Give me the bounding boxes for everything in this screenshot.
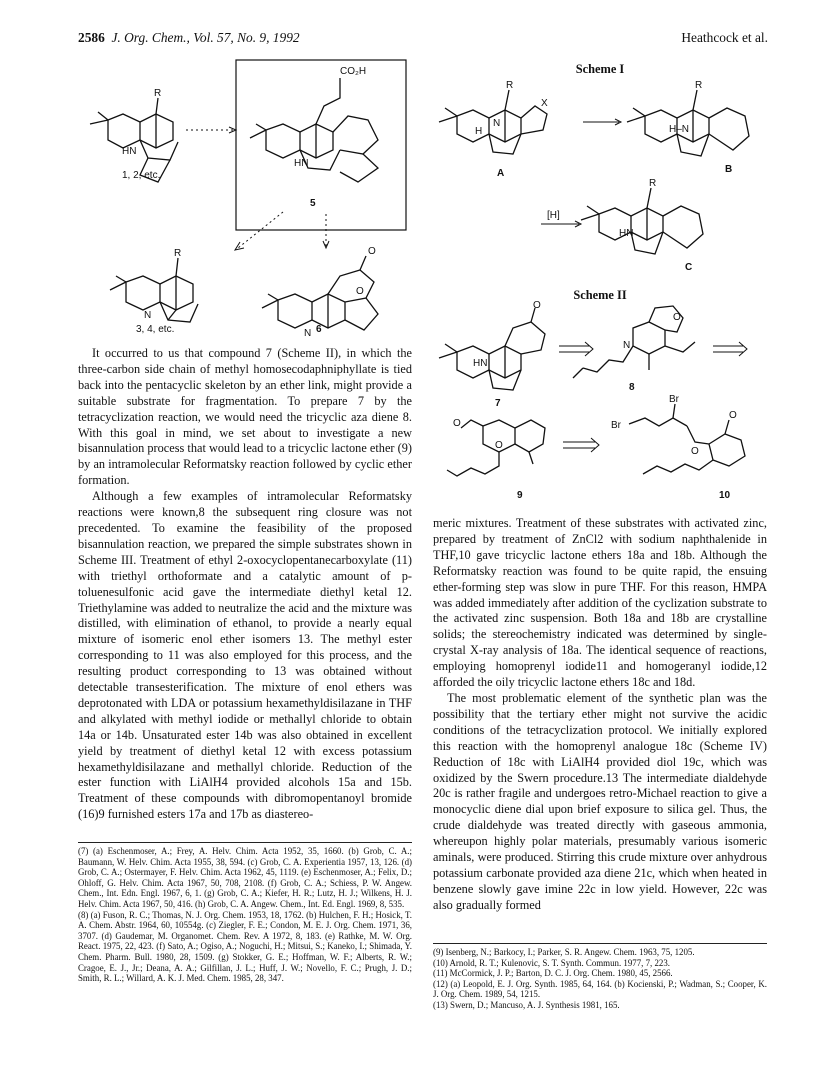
label-compound-9: 9 bbox=[517, 490, 523, 501]
label-r-3: R bbox=[174, 248, 182, 259]
right-footnote-rule bbox=[433, 943, 767, 944]
left-footnote-rule bbox=[78, 842, 412, 843]
figure-skeletons bbox=[78, 50, 412, 340]
label-hn-C: HN bbox=[619, 228, 634, 239]
label-n-A: N bbox=[493, 118, 501, 129]
footnote-12: (12) (a) Leopold, E. J. Org. Synth. 1985, 64, 164. (b) Kocienski, P.; Wadman, S.; Cooper, K. J. Org. Chem. 1989, 54, 1215. bbox=[433, 978, 767, 1000]
label-o-6a: O bbox=[368, 246, 376, 257]
label-compound-6: 6 bbox=[316, 324, 322, 335]
label-B: B bbox=[725, 164, 733, 175]
right-paragraph-1: meric mixtures. Treatment of these substrates with activated zinc, prepared by treatment of ZnCl2 with sodium naphthalenide in THF,10 gave tricyclic lactone ethers 18a and 18b. Although the Reformatsky reaction was found to be quite rapid, the ensuing ether-forming step was slow in pure THF. For this reason, HMPA was added immediately after addition of the cyclization substrate to the activated zinc suspension. Both 18a and 18b are crystalline solids; the stereochemistry indicated was determined by single-crystal X-ray analysis of 18a. The identical sequence of reactions, employing homoprenyl iodide11 and homogeranyl iodide,12 afforded the oily tricyclic lactone ethers 18c and 18d. bbox=[433, 516, 767, 690]
header-authors: Heathcock et al. bbox=[681, 30, 768, 45]
structure-compound-5 bbox=[250, 78, 378, 182]
label-compound-7: 7 bbox=[495, 398, 501, 409]
scheme-1-title: Scheme I bbox=[575, 62, 625, 76]
structure-compound-3 bbox=[110, 258, 198, 322]
left-paragraph-2: Although a few examples of intramolecular Reformatsky reactions were known,8 the subsequent ring closure was not precedented. To examine the feasibility of the proposed bisannulation reaction, we prepared the simple substrates shown in Scheme III. Treatment of ethyl 2-oxocyclopentanecarboxylate (11) with triethyl orthoformate and a catalytic amount of p-toluenesulfonic acid gave the intermediate diethyl ketal 12. Triethylamine was added to neutralize the acid and the mixture was distilled, with elimination of ethanol, to provide a nearly equal mixture of isomeric enol ether isomers 13. The methyl ester corresponding to 11 was also employed for this process, and the resulting product corresponding to 13 was obtained without detectable transesterification. The mixture of enol ethers was deprotonated with LDA or potassium hexamethyldisilazane in THF and alkylated with methyl iodide or methallyl chloride to obtain 14a or 14b. Unsaturated ester 14b was also obtained in excellent yield by treatment of diethyl ketal 12 with excess potassium hexamethyldisilazane and methallyl chloride. Reduction of the ester function with LiAlH4 provided alcohols 15a and 15b. Treatment of these compounds with dibromopentanoyl bromide (16)9 furnished esters 17a and 17b as diastereo- bbox=[78, 489, 412, 822]
label-reducing-agent: [H] bbox=[547, 210, 560, 221]
structure-compound-10 bbox=[629, 404, 745, 474]
label-o-10a: O bbox=[729, 410, 737, 421]
label-hn-1: HN bbox=[122, 146, 137, 157]
scheme-2-title: Scheme II bbox=[573, 288, 627, 302]
label-r-A: R bbox=[506, 80, 514, 91]
right-footnotes bbox=[433, 947, 767, 1011]
scheme-1-diagram bbox=[433, 76, 767, 276]
header-left bbox=[78, 30, 300, 46]
label-o-7: O bbox=[533, 300, 541, 311]
label-hn-7: HN bbox=[473, 358, 488, 369]
structure-compound-7 bbox=[439, 308, 545, 390]
footnote-13: (13) Swern, D.; Mancuso, A. J. Synthesis 1981, 165. bbox=[433, 999, 620, 1010]
label-compound-10: 10 bbox=[719, 490, 731, 501]
right-paragraph-2: The most problematic element of the synthetic plan was the possibility that the tertiary ether might not survive the acidic conditions of the tetracyclization protocol. We initially explored this reaction with the homoprenyl analogue 18c (Scheme IV) Reduction of 18c with LiAlH4 provided diol 19c, which was oxidized by the Swern procedure.13 The intermediate dialdehyde 20c is rather fragile and undergoes retro-Michael reaction to give a monocyclic diene dial upon brief exposure to silica gel. Thus, the crude dialdehyde was treated directly with gaseous ammonia, whereupon highly polar materials, presumably various isomeric aminals, were produced. Stirring this crude mixture over anhydrous potassium carbonate provided aza diene 21c, which when heated in benzene slowly gave imine 22c in low yield. However, 22c was also gradually formed bbox=[433, 690, 767, 912]
footnote-7: (7) (a) Eschenmoser, A.; Frey, A. Helv. Chim. Acta 1952, 35, 1660. (b) Grob, C. A.; Baumann, W. Helv. Chim. Acta 1955, 38, 594. (c) Grob, C. A. Experientia 1957, 13, 126. (d) Grob, C. A.; Ostermayer, F. Helv. Chim. Acta 1962, 45, 1119. (e) Eschenmoser, A.; Felix, D.; Ohloff, G. Helv. Chim. Acta 1967, 50, 708, 2108. (f) Grob, C. A.; Schiess, P. W. Angew. Chem., Int. Edn. Engl. 1967, 6, 1. (g) Grob, C. A.; Kiefer, H. R.; Lutz, H. J.; Wilkens, H. J. Helv. Chim. Acta 1967, 50, 416. (h) Grob, C. A. Angew. Chem., Int. Ed. Engl. 1969, 8, 535. bbox=[78, 846, 412, 909]
label-r-C: R bbox=[649, 178, 657, 189]
label-co2h: CO₂H bbox=[340, 66, 367, 77]
label-n-6: N bbox=[304, 328, 312, 339]
label-n-8: N bbox=[623, 340, 631, 351]
label-n-3: N bbox=[144, 310, 152, 321]
page-number: 2586 bbox=[78, 30, 105, 45]
label-compound-3-4: 3, 4, etc. bbox=[136, 324, 175, 335]
label-h-A: H bbox=[475, 126, 483, 137]
structure-B bbox=[627, 90, 749, 156]
running-header bbox=[78, 30, 768, 50]
label-o-9b: O bbox=[495, 440, 503, 451]
journal-name: J. Org. Chem., bbox=[111, 30, 190, 45]
box-compound-5 bbox=[236, 60, 406, 230]
label-compound-1-2: 1, 2, etc. bbox=[122, 170, 161, 181]
footnote-9: (9) Isenberg, N.; Barkocy, I.; Parker, S. R. Angew. Chem. 1963, 75, 1205. bbox=[433, 947, 695, 957]
label-r-1: R bbox=[154, 88, 162, 99]
label-C: C bbox=[685, 262, 693, 273]
label-hn-B: H–N bbox=[669, 124, 690, 135]
journal-volume: Vol. 57, No. 9, 1992 bbox=[193, 30, 300, 45]
left-footnotes bbox=[78, 846, 412, 984]
label-br-10b: Br bbox=[669, 394, 679, 405]
right-column bbox=[433, 516, 767, 914]
footnote-10: (10) Arnold, R. T.; Kulenovic, S. T. Synth. Commun. 1977, 7, 223. bbox=[433, 957, 670, 968]
footnote-8: (8) (a) Fuson, R. C.; Thomas, N. J. Org. Chem. 1953, 18, 1762. (b) Hulchen, F. H.; Hosick, T. A. Chem. Abstr. 1964, 60, 10554g. (c) Ziegler, F. E.; Condon, M. E. J. Org. Chem. 1971, 36, 3707. (d) Gaudemar, M. Organomet. Chem. Rev. A 1972, 8, 183. (e) Rathke, M. W. Org. React. 1975, 22, 423. (f) Sato, A.; Ogiso, A.; Noguchi, H.; Mitsui, S.; Kaneko, I.; Shimada, Y. Chem. Pharm. Bull. 1980, 28, 1509. (g) Stokker, G. E.; Hoffman, W. F.; Alberts, R. W.; Cragoe, E. J., Jr.; Deana, A. A.; Gilfillan, J. L.; Huff, J. W.; Novello, F. C.; Prugh, J. D.; Smith, R. L.; Willard, A. K. J. Med. Chem. 1985, 28, 347. bbox=[78, 909, 412, 984]
label-o-8: O bbox=[673, 312, 681, 323]
label-o-9a: O bbox=[453, 418, 461, 429]
left-column bbox=[78, 346, 412, 823]
label-br-10a: Br bbox=[611, 420, 621, 431]
scheme-2-diagram bbox=[433, 302, 767, 512]
label-compound-5: 5 bbox=[310, 198, 316, 209]
label-compound-8: 8 bbox=[629, 382, 635, 393]
label-o-10b: O bbox=[691, 446, 699, 457]
label-x-A: X bbox=[541, 98, 548, 109]
structure-C bbox=[581, 188, 703, 254]
label-r-B: R bbox=[695, 80, 703, 91]
left-paragraph-1: It occurred to us that compound 7 (Scheme II), in which the three-carbon side chain of methyl homosecodaphniphyllate is tied back into the pentacyclic skeleton by an ether link, might provide a suitable substrate for fragmentation. To prepare 7 by the tetracyclization reaction, we would need the tricyclic aza diene 8. With this goal in mind, we set about to investigate a new bisannulation process that would lead to a tricyclic lactone ether (9) by an intramolecular Reformatsky reaction followed by cyclic ether formation. bbox=[78, 346, 412, 488]
label-A: A bbox=[497, 168, 505, 179]
label-o-6b: O bbox=[356, 286, 364, 297]
footnote-11: (11) McCormick, J. P.; Barton, D. C. J. Org. Chem. 1980, 45, 2566. bbox=[433, 968, 673, 979]
label-hn-5: HN bbox=[294, 158, 309, 169]
